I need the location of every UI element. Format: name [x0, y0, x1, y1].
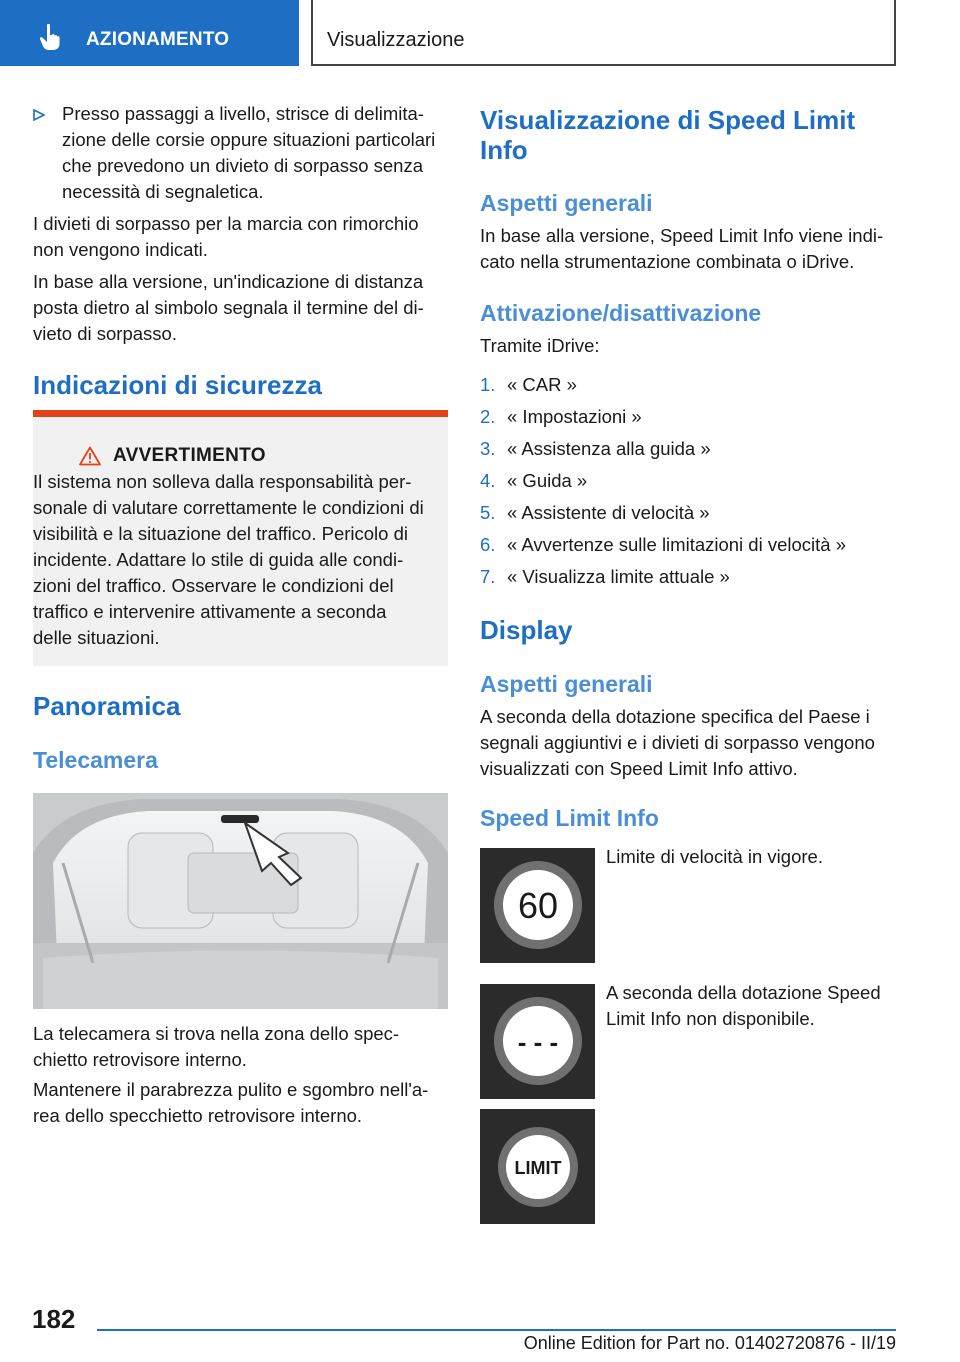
- limit-sign-image: [480, 1109, 595, 1224]
- page-number: 182: [32, 1304, 76, 1334]
- text-line: I divieti di sorpasso per la marcia con rimorchio: [33, 213, 419, 234]
- text-line: zione delle corsie oppure situazioni particolari: [62, 129, 436, 150]
- step-number: 6.: [480, 534, 496, 555]
- chapter-tab: [311, 0, 896, 66]
- text-line: vieto di sorpasso.: [33, 323, 177, 344]
- text-line: In base alla versione, un'indicazione di distanza: [33, 271, 424, 292]
- speed-limit-info-heading: Speed Limit Info: [480, 805, 659, 831]
- limit-value: LIMIT: [514, 1158, 562, 1178]
- footer-divider: [97, 1329, 896, 1331]
- general-heading: Aspetti generali: [480, 190, 653, 216]
- safety-heading: Indicazioni di sicurezza: [33, 370, 322, 400]
- paragraph-display-general: [480, 704, 895, 782]
- text-line: cato nella strumentazione combinata o iDrive.: [480, 251, 855, 272]
- speed-value: 60: [517, 885, 559, 926]
- text-line: posta dietro al simbolo segnala il termine del di-: [33, 297, 424, 318]
- text-line: Limit Info non disponibile.: [606, 1008, 815, 1029]
- paragraph-distance: [33, 269, 448, 347]
- step-number: 4.: [480, 470, 496, 491]
- text-line: zioni del traffico. Osservare le condizioni del: [33, 575, 394, 596]
- warning-title: AVVERTIMENTO: [113, 445, 266, 466]
- activation-heading: Attivazione/disattivazione: [480, 300, 762, 326]
- text-line: La telecamera si trova nella zona dello spec-: [33, 1023, 400, 1044]
- sign1-caption: Limite di velocità in vigore.: [606, 846, 823, 867]
- speed-limit-unavailable-image: [480, 984, 595, 1099]
- text-line: A seconda della dotazione Speed: [606, 982, 881, 1003]
- bullet-text: [62, 101, 448, 205]
- section-label: AZIONAMENTO: [86, 29, 230, 50]
- text-line: rea dello specchietto retrovisore interno.: [33, 1105, 363, 1126]
- text-line: traffico e intervenire attivamente a seconda: [33, 601, 387, 622]
- text-line: Presso passaggi a livello, strisce di delimita-: [62, 103, 424, 124]
- general-heading-2: Aspetti generali: [480, 671, 653, 697]
- step-text: « Guida »: [507, 470, 588, 491]
- camera-heading: Telecamera: [33, 747, 158, 773]
- edition-text: Online Edition for Part no. 01402720876 - II/19: [523, 1333, 896, 1353]
- text-line: sonale di valutare correttamente le condizioni di: [33, 497, 424, 518]
- warning-triangle-icon: [79, 446, 101, 466]
- step-text: « Visualizza limite attuale »: [507, 566, 730, 587]
- step-number: 5.: [480, 502, 496, 523]
- text-line: segnali aggiuntivi e i divieti di sorpasso vengono: [480, 732, 875, 753]
- warning-box: [33, 410, 448, 666]
- text-line: non vengono indicati.: [33, 239, 208, 260]
- text-line: In base alla versione, Speed Limit Info viene indi-: [480, 225, 884, 246]
- step-text: « CAR »: [507, 374, 577, 395]
- text-line: incidente. Adattare lo stile di guida alle condi-: [33, 549, 404, 570]
- car-interior-illustration: [33, 793, 448, 1009]
- overview-heading: Panoramica: [33, 691, 181, 721]
- paragraph-windshield: [33, 1077, 448, 1129]
- paragraph-trailer: [33, 211, 448, 263]
- text-line: necessità di segnaletica.: [62, 181, 264, 202]
- display-heading: Display: [480, 615, 573, 645]
- step-number: 7.: [480, 566, 496, 587]
- step-text: « Assistenza alla guida »: [507, 438, 711, 459]
- sign2-caption: [606, 980, 896, 1032]
- chapter-title: Visualizzazione: [327, 29, 465, 51]
- paragraph-general: [480, 223, 895, 275]
- unavailable-value: - - -: [517, 1027, 559, 1057]
- text-line: A seconda della dotazione specifica del Paese i: [480, 706, 870, 727]
- bullet-triangle-icon: [33, 109, 45, 121]
- text-line: chietto retrovisore interno.: [33, 1049, 247, 1070]
- text-line: visualizzati con Speed Limit Info attivo.: [480, 758, 798, 779]
- text-line: Il sistema non solleva dalla responsabilità per-: [33, 471, 412, 492]
- section-tab[interactable]: [0, 0, 299, 66]
- text-line: visibilità e la situazione del traffico. Pericolo di: [33, 523, 408, 544]
- step-text: « Assistente di velocità »: [507, 502, 710, 523]
- speed-limit-display-heading: [480, 105, 895, 165]
- heading-line: Info: [480, 135, 528, 165]
- speed-limit-60-image: [480, 848, 595, 963]
- camera-location-image: [33, 793, 448, 1009]
- text-line: Mantenere il parabrezza pulito e sgombro nell'a-: [33, 1079, 429, 1100]
- hand-pointer-icon: [38, 23, 64, 51]
- step-number: 3.: [480, 438, 496, 459]
- via-idrive-text: Tramite iDrive:: [480, 335, 600, 356]
- step-text: « Avvertenze sulle limitazioni di velocità »: [507, 534, 846, 555]
- step-text: « Impostazioni »: [507, 406, 642, 427]
- heading-line: Visualizzazione di Speed Limit: [480, 105, 856, 135]
- text-line: che prevedono un divieto di sorpasso senza: [62, 155, 423, 176]
- step-number: 2.: [480, 406, 496, 427]
- step-number: 1.: [480, 374, 496, 395]
- text-line: delle situazioni.: [33, 627, 160, 648]
- warning-text: [33, 469, 448, 651]
- paragraph-camera-location: [33, 1021, 448, 1073]
- page-header: [0, 0, 960, 66]
